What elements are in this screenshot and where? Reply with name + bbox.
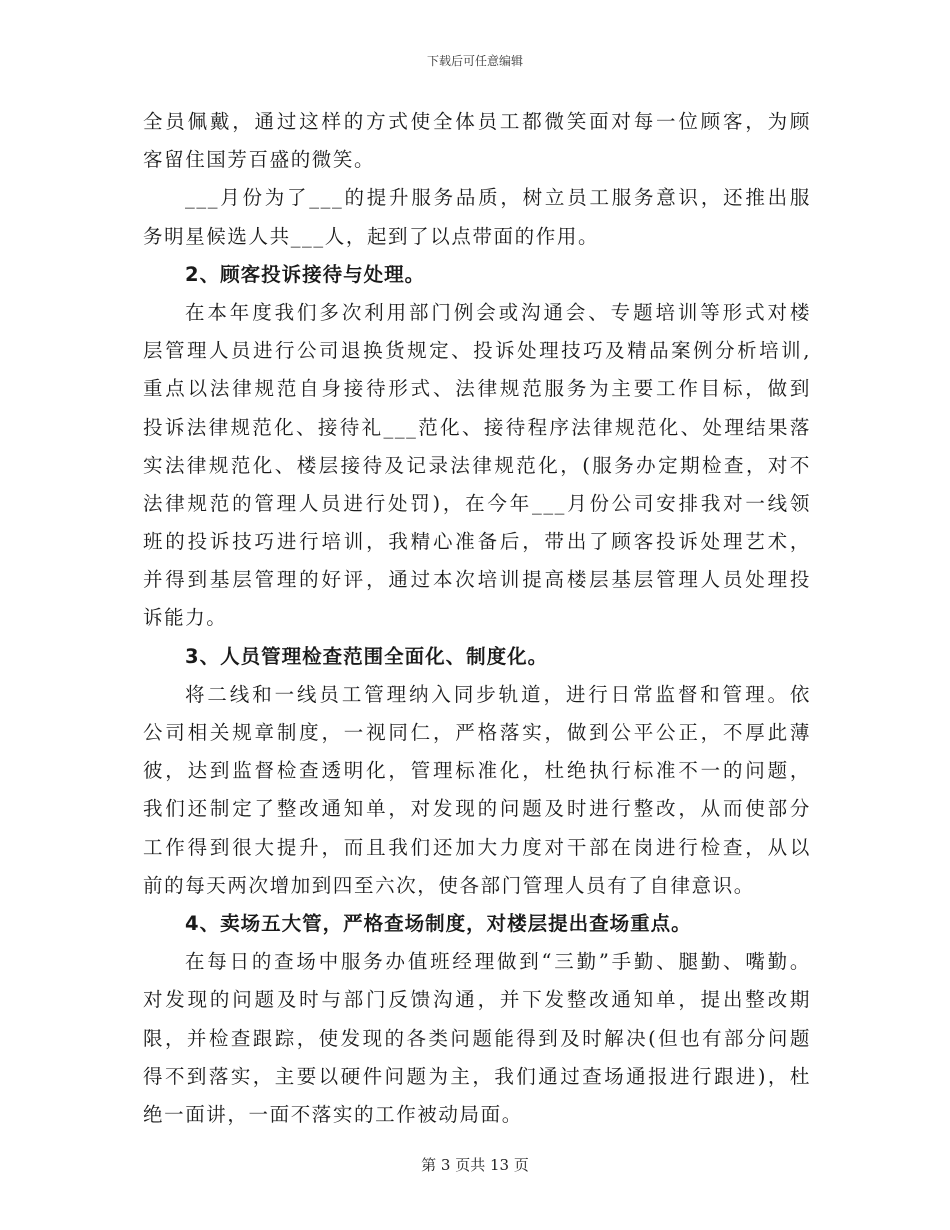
body-line: ___月份为了___的提升服务品质，树立员工服务意识，还推出服 [185, 186, 811, 210]
body-line: 得不到落实，主要以硬件问题为主，我们通过查场通报进行跟进)，杜 [143, 1064, 811, 1088]
body-line: 对发现的问题及时与部门反馈沟通，并下发整改通知单，提出整改期 [143, 988, 811, 1012]
section-heading-2: 2、顾客投诉接待与处理。 [185, 262, 426, 286]
body-line: 投诉法律规范化、接待礼___范化、接待程序法律规范化、处理结果落 [143, 415, 811, 439]
body-line: 客留住国芳百盛的微笑。 [143, 148, 376, 172]
body-line: 层管理人员进行公司退换货规定、投诉处理技巧及精品案例分析培训, [143, 339, 811, 363]
page-number: 第 3 页共 13 页 [421, 1156, 529, 1174]
body-line: 我们还制定了整改通知单，对发现的问题及时进行整改，从而使部分 [143, 797, 811, 821]
body-line: 限，并检查跟踪，使发现的各类问题能得到及时解决(但也有部分问题 [143, 1026, 811, 1050]
section-heading-3: 3、人员管理检查范围全面化、制度化。 [185, 644, 549, 668]
section-heading-4: 4、卖场五大管，严格查场制度，对楼层提出查场重点。 [185, 911, 692, 935]
body-line: 在每日的查场中服务办值班经理做到“三勤”手勤、腿勤、嘴勤。 [185, 950, 811, 974]
body-line: 重点以法律规范自身接待形式、法律规范服务为主要工作目标，做到 [143, 377, 811, 401]
page-header-note: 下载后可任意编辑 [426, 54, 523, 68]
body-line: 诉能力。 [143, 606, 228, 630]
body-line: 法律规范的管理人员进行处罚)，在今年___月份公司安排我对一线领 [143, 491, 811, 515]
body-line: 工作得到很大提升，而且我们还加大力度对干部在岗进行检查，从以 [143, 835, 811, 859]
body-line: 班的投诉技巧进行培训，我精心准备后，带出了顾客投诉处理艺术， [143, 530, 811, 554]
body-line: 在本年度我们多次利用部门例会或沟通会、专题培训等形式对楼 [185, 300, 811, 324]
body-line: 公司相关规章制度，一视同仁，严格落实，做到公平公正，不厚此薄 [143, 721, 811, 744]
body-line: 将二线和一线员工管理纳入同步轨道，进行日常监督和管理。依 [185, 682, 811, 706]
body-line: 前的每天两次增加到四至六次，使各部门管理人员有了自律意识。 [143, 873, 755, 897]
body-line: 务明星候选人共___人，起到了以点带面的作用。 [143, 224, 600, 248]
document-body [143, 103, 811, 1134]
body-line: 并得到基层管理的好评，通过本次培训提高楼层基层管理人员处理投 [143, 568, 811, 592]
body-line: 全员佩戴，通过这样的方式使全体员工都微笑面对每一位顾客，为顾 [143, 110, 811, 133]
body-line: 绝一面讲，一面不落实的工作被动局面。 [143, 1102, 523, 1126]
body-line: 实法律规范化、楼层接待及记录法律规范化，(服务办定期检查，对不 [143, 453, 811, 477]
body-line: 彼，达到监督检查透明化，管理标准化，杜绝执行标准不一的问题， [143, 759, 811, 783]
